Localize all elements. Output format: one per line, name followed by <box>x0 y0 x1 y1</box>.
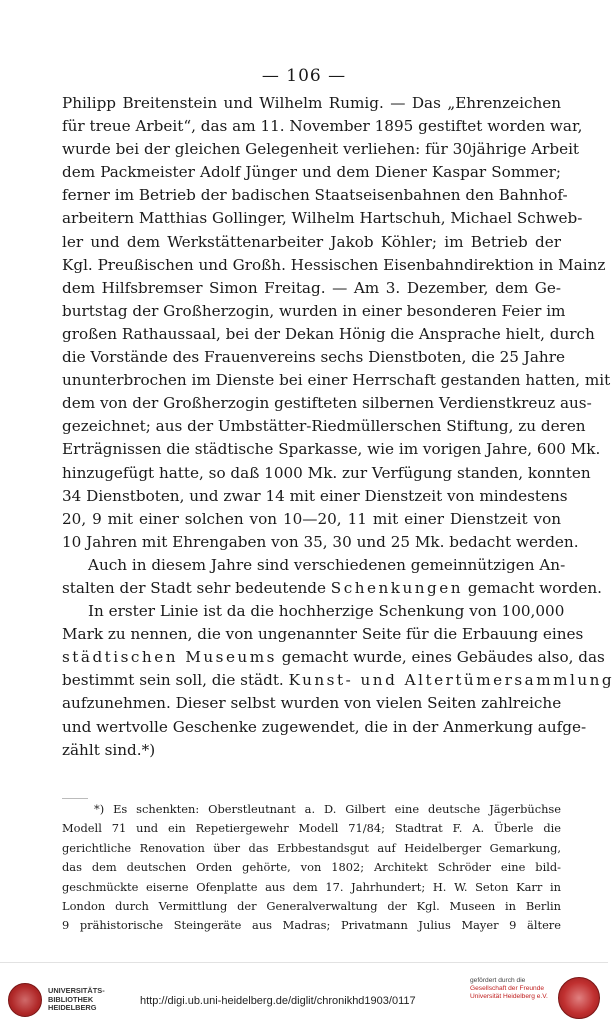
text-line: In erster Linie ist da die hochherzige Schenkung von 100,000 <box>88 602 565 621</box>
text-line: dem Hilfsbremser Simon Freitag. — Am 3. Dezember, dem Ge- <box>62 278 561 297</box>
text-line: burtstag der Großherzogin, wurden in einer besonderen Feier im <box>62 301 566 320</box>
funding-org: Gesellschaft der Freunde <box>470 985 545 992</box>
spaced-text: städtischen Museums <box>62 648 277 667</box>
footnote-line: das dem deutschen Orden gehörte, von 1802; Architekt Schröder eine bild- <box>62 860 561 875</box>
text-line <box>62 669 614 692</box>
library-logo-text <box>48 987 105 1012</box>
logo-line: UNIVERSITÄTS- <box>48 986 105 996</box>
spaced-text: Schenkungen <box>330 578 464 597</box>
text-line <box>62 646 605 669</box>
footnote <box>62 800 561 936</box>
text-line: ler und dem Werkstättenarbeiter Jakob Köhler; im Betrieb der <box>62 232 561 251</box>
footer <box>0 962 608 1024</box>
text-line: 34 Dienstboten, und zwar 14 mit einer Dienstzeit von mindestens <box>62 486 568 505</box>
footnote-line: 9 prähistorische Steingeräte aus Madras; Privatmann Julius Mayer 9 ältere <box>62 918 561 933</box>
library-logo[interactable] <box>8 983 105 1017</box>
text-line: Philipp Breitenstein und Wilhelm Rumig. — Das „Ehrenzeichen <box>62 94 561 112</box>
text-run: stalten der Stadt sehr bedeutende <box>62 578 331 597</box>
text-line: 10 Jahren mit Ehrengaben von 35, 30 und 25 Mk. bedacht werden. <box>62 532 579 551</box>
text-line: ununterbrochen im Dienste bei einer Herrschaft gestanden hatten, mit <box>62 371 611 390</box>
text-line: Kgl. Preußischen und Großh. Hessischen Eisenbahndirektion in Mainz <box>62 255 606 274</box>
footnote-line: geschmückte eiserne Ofenplatte aus dem 17. Jahrhundert; H. W. Seton Karr in <box>62 879 561 894</box>
text-line: die Vorstände des Frauenvereins sechs Dienstboten, die 25 Jahre <box>62 348 565 367</box>
footnote-separator <box>62 798 88 799</box>
text-line: Erträgnissen die städtische Sparkasse, wie im vorigen Jahre, 600 Mk. <box>62 440 601 459</box>
footnote-line: gerichtliche Renovation über das Erbbestandsgut auf Heidelberger Gemarkung, <box>62 840 561 855</box>
funding-note[interactable] <box>470 977 548 1001</box>
source-url-link[interactable]: http://digi.ub.uni-heidelberg.de/diglit/chronikhd1903/0117 <box>140 995 416 1007</box>
logo-line: BIBLIOTHEK <box>48 994 94 1004</box>
body-text <box>62 92 614 762</box>
text-line: für treue Arbeit“, das am 11. November 1895 gestiftet worden war, <box>62 117 583 136</box>
text-line: großen Rathaussaal, bei der Dekan Hönig die Ansprache hielt, durch <box>62 324 595 343</box>
text-line: dem von der Großherzogin gestifteten silbernen Verdienstkreuz aus- <box>62 394 592 413</box>
text-run: gemacht worden. <box>463 578 602 597</box>
text-line: gezeichnet; aus der Umbstätter-Riedmüllerschen Stiftung, zu deren <box>62 417 586 436</box>
footnote-line: London durch Vermittlung der Generalverwaltung der Kgl. Museen in Berlin <box>62 899 561 914</box>
text-line: dem Packmeister Adolf Jünger und dem Diener Kaspar Sommer; <box>62 163 561 182</box>
text-run: bestimmt sein soll, die städt. <box>62 671 289 690</box>
text-line <box>62 577 602 600</box>
text-line: und wertvolle Geschenke zugewendet, die in der Anmerkung aufge- <box>62 717 587 736</box>
text-run: gemacht wurde, eines Gebäudes also, das <box>276 648 605 667</box>
footnote-line: Modell 71 und ein Repetiergewehr Modell 71/84; Stadtrat F. A. Überle die <box>62 821 561 836</box>
text-line: Auch in diesem Jahre sind verschiedenen gemeinnützigen An- <box>88 555 566 574</box>
funding-org: Universität Heidelberg e.V. <box>470 993 548 1000</box>
text-line: wurde bei der gleichen Gelegenheit verliehen: für 30jährige Arbeit <box>62 140 580 159</box>
logo-line: HEIDELBERG <box>48 1003 97 1013</box>
text-line: hinzugefügt hatte, so daß 1000 Mk. zur Verfügung standen, konnten <box>62 463 591 482</box>
page-number: — 106 — <box>261 66 347 86</box>
university-seal-icon <box>558 977 600 1019</box>
text-line: 20, 9 mit einer solchen von 10—20, 11 mit einer Dienstzeit von <box>62 509 561 528</box>
library-seal-icon <box>8 983 42 1017</box>
text-line: aufzunehmen. Dieser selbst wurden von vielen Seiten zahlreiche <box>62 694 562 713</box>
text-line: arbeitern Matthias Gollinger, Wilhelm Hartschuh, Michael Schweb- <box>62 209 583 228</box>
funding-label: gefördert durch die <box>470 977 526 984</box>
text-line: Mark zu nennen, die von ungenannter Seite für die Erbauung eines <box>62 625 584 644</box>
text-line: ferner im Betrieb der badischen Staatseisenbahnen den Bahnhof- <box>62 186 568 205</box>
spaced-text: Kunst- und Altertümersammlung <box>288 671 614 690</box>
footnote-line: *) Es schenkten: Oberstleutnant a. D. Gilbert eine deutsche Jägerbüchse <box>94 802 561 816</box>
text-line: zählt sind.*) <box>62 740 156 759</box>
